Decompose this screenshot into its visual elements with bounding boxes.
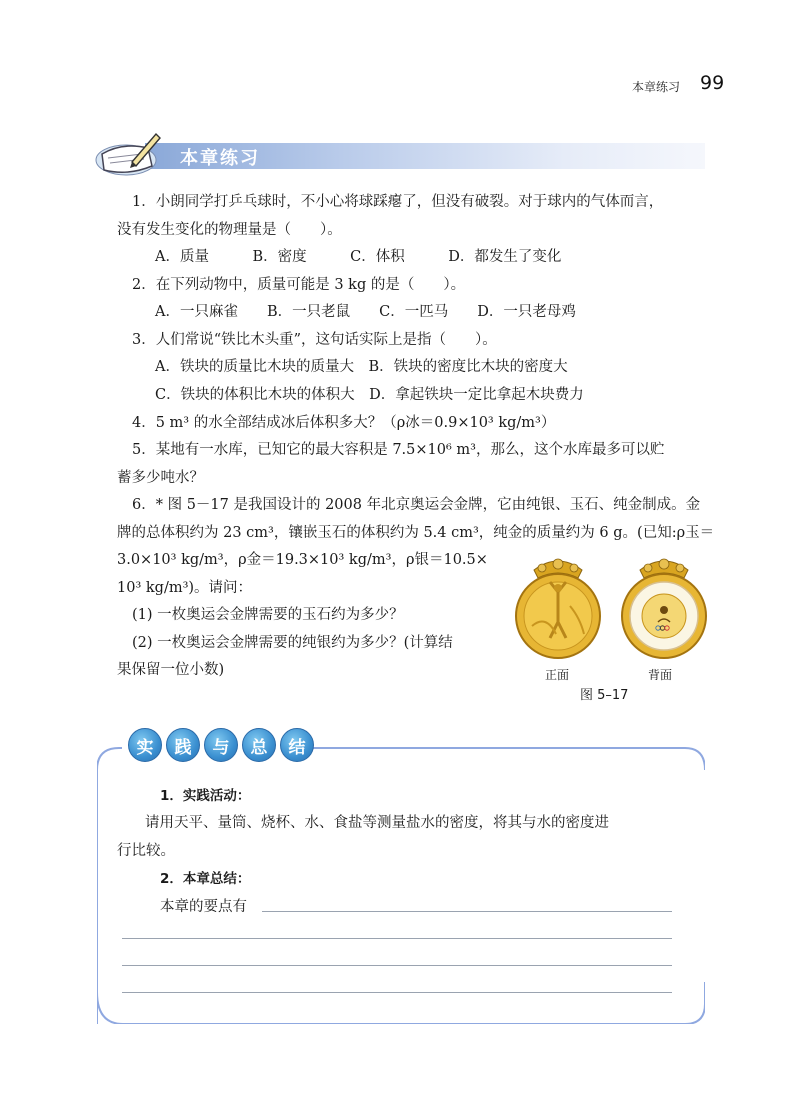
q2-options: A．一只麻雀 B．一只老鼠 C．一匹马 D．一只老母鸡 [155,304,576,320]
title-char-1: 实 [128,728,162,762]
gold-medal-front-image [512,556,604,660]
q1-stem-line2: 没有发生变化的物理量是（ ）。 [117,222,342,238]
figure-5-17 [508,556,708,706]
q6-sub2-line2: 果保留一位小数) [117,662,225,678]
practice-item1-body-line2: 行比较。 [117,843,175,859]
q6-sub1: (1) 一枚奥运会金牌需要的玉石约为多少？ [132,607,404,623]
practice-item2-title: 2．本章总结： [160,871,251,887]
practice-item1-body-line1: 请用天平、量筒、烧杯、水、食盐等测量盐水的密度，将其与水的密度进 [145,815,609,831]
title-char-4: 总 [242,728,276,762]
figure-label-back: 背面 [648,668,673,682]
q5-line2: 蓄多少吨水？ [117,470,204,486]
q1-stem-line1: 1．小朗同学打乒乓球时，不小心将球踩瘪了，但没有破裂。对于球内的气体而言， [132,194,664,210]
q4-stem: 4．5 m³ 的水全部结成冰后体积多大？（ρ冰＝0.9×10³ kg/m³） [132,415,556,431]
q2-stem: 2．在下列动物中，质量可能是 3 kg 的是（ ）。 [132,277,466,293]
q6-sub2-line1: (2) 一枚奥运会金牌需要的纯银约为多少？(计算结 [132,635,453,651]
practice-item2-body: 本章的要点有 [160,899,247,915]
page-number: 99 [700,72,725,94]
figure-caption: 图 5–17 [580,688,629,703]
q3-options-line1: A．铁块的质量比木块的质量大 B．铁块的密度比木块的密度大 [155,359,568,375]
practice-item1-title: 1．实践活动： [160,788,251,804]
q6-line2: 牌的总体积约为 23 cm³，镶嵌玉石的体积约为 5.4 cm³，纯金的质量约为 6 g。(已知:ρ玉＝ [117,525,715,541]
q1-options: A．质量 B．密度 C．体积 D．都发生了变化 [155,249,562,265]
banner-title: 本章练习 [180,148,260,169]
q6-line1: 6．* 图 5－17 是我国设计的 2008 年北京奥运会金牌，它由纯银、玉石、纯金制成。金 [132,497,701,513]
answer-line-1 [262,911,672,912]
title-char-2: 践 [166,728,200,762]
q3-options-line2: C．铁块的体积比木块的体积大 D．拿起铁块一定比拿起木块费力 [155,387,584,403]
pencil-notebook-icon [92,128,164,182]
q3-stem: 3．人们常说“铁比木头重”，这句话实际上是指（ ）。 [132,332,497,348]
answer-line-2 [122,938,672,939]
q6-line4: 10³ kg/m³)。请问： [117,580,253,596]
answer-line-3 [122,965,672,966]
title-char-5: 结 [280,728,314,762]
title-char-3: 与 [204,728,238,762]
q6-line3: 3.0×10³ kg/m³，ρ金＝19.3×10³ kg/m³，ρ银＝10.5× [117,552,488,568]
running-header-section: 本章练习 [632,80,681,94]
q5-line1: 5．某地有一水库，已知它的最大容积是 7.5×10⁶ m³，那么，这个水库最多可以贮 [132,442,665,458]
figure-label-front: 正面 [545,668,570,682]
gold-medal-back-image [618,556,710,660]
answer-line-4 [122,992,672,993]
practice-summary-title [128,728,314,762]
